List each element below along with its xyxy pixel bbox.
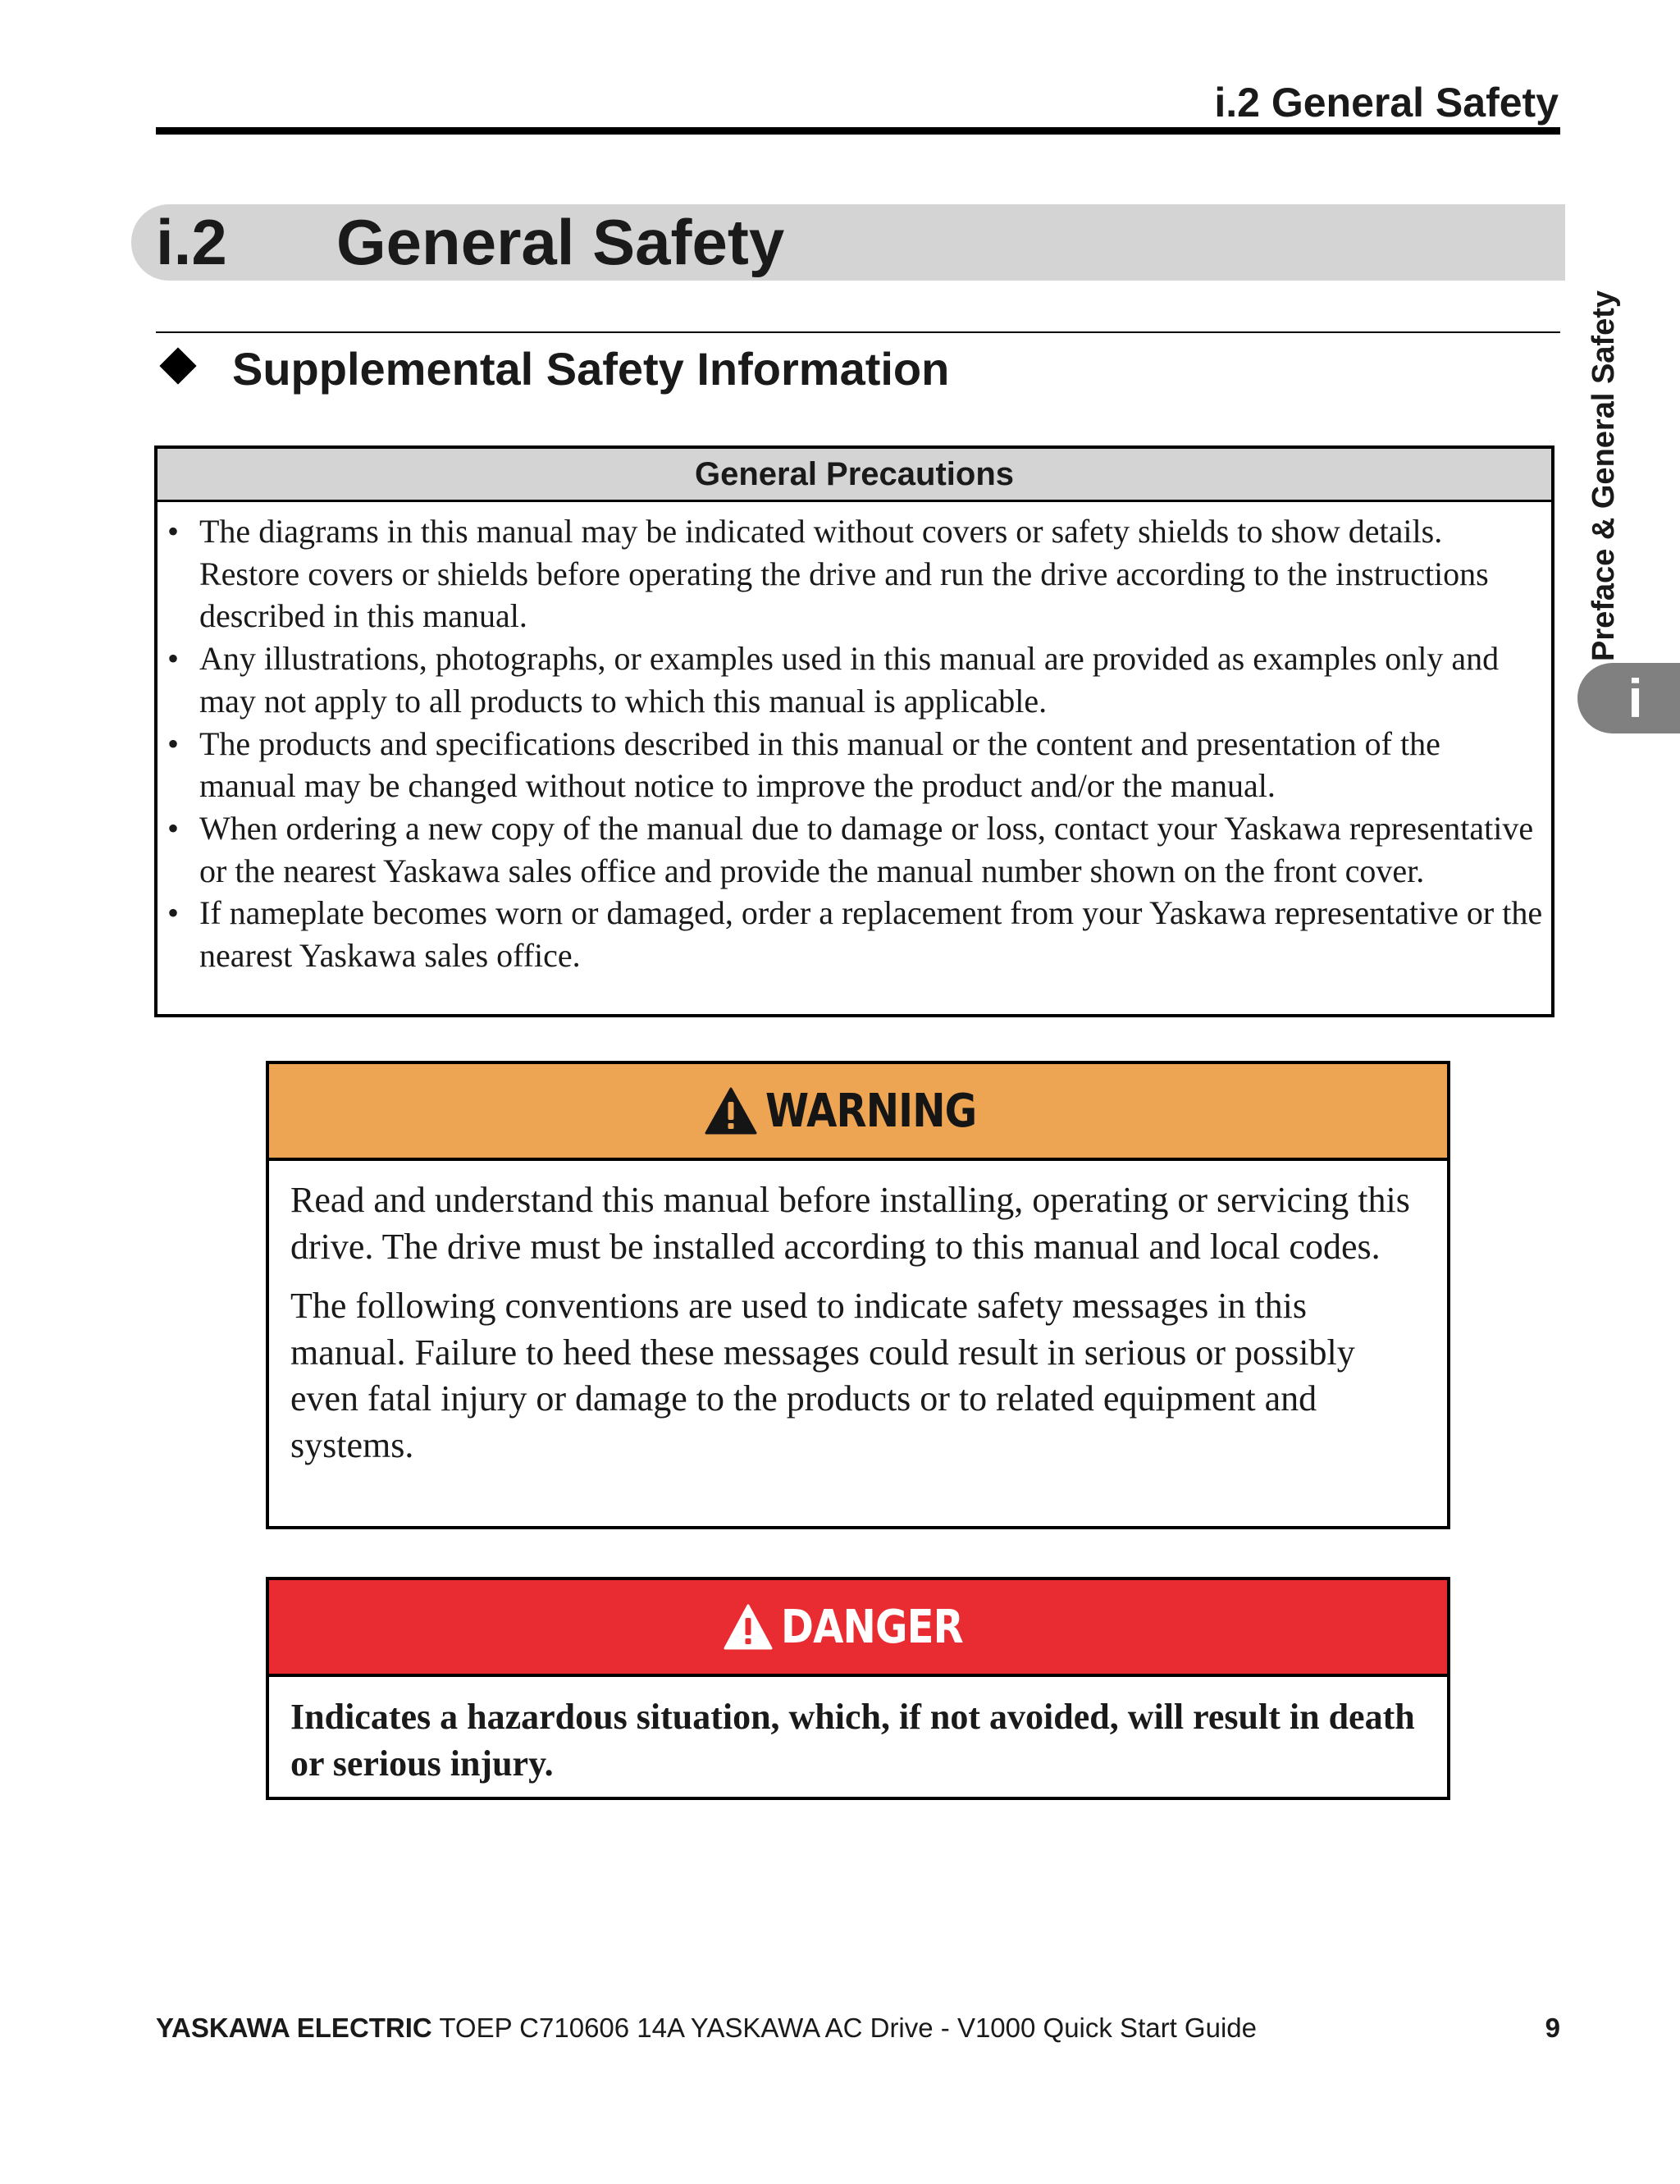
list-item xyxy=(158,807,1551,892)
list-item-text: When ordering a new copy of the manual due to damage or loss, contact your Yaskawa representative or the nearest Yaskawa sales office and provide the manual number shown on the front cover. xyxy=(199,809,1534,889)
subsection-title: Supplemental Safety Information xyxy=(232,343,950,395)
danger-label: DANGER xyxy=(780,1600,963,1654)
general-precautions-box xyxy=(154,445,1554,1017)
list-item xyxy=(158,892,1551,976)
bullet: • xyxy=(167,513,180,550)
danger-header xyxy=(269,1580,1447,1677)
bullet: • xyxy=(167,894,180,932)
general-precautions-title: General Precautions xyxy=(158,449,1551,502)
list-item-text: Any illustrations, photographs, or examples used in this manual are provided as examples only and may not apply to all products to which this manual is applicable. xyxy=(199,640,1500,720)
bullet: • xyxy=(167,809,180,847)
warning-triangle-icon xyxy=(705,1087,757,1135)
side-tab-label-text: Preface & General Safety xyxy=(1586,290,1622,662)
side-tab-marker: i xyxy=(1577,663,1680,733)
warning-header xyxy=(269,1064,1447,1161)
warning-body xyxy=(269,1161,1447,1469)
danger-body: Indicates a hazardous situation, which, if not avoided, will result in death or serious injury. xyxy=(290,1697,1415,1784)
warning-paragraph: Read and understand this manual before installing, operating or servicing this drive. The drive must be installed according to this manual and local codes. xyxy=(290,1180,1410,1267)
danger-triangle-icon xyxy=(724,1604,773,1650)
side-tab-label xyxy=(1567,290,1641,662)
bullet: • xyxy=(167,640,180,678)
footer-brand: YASKAWA ELECTRIC xyxy=(156,2013,432,2043)
page-number: 9 xyxy=(1545,2013,1560,2043)
running-header: i.2 General Safety xyxy=(1214,80,1559,126)
footer-document-info xyxy=(156,2012,1257,2045)
list-item-text: The diagrams in this manual may be indicated without covers or safety shields to show details. Restore covers or shields before operating the drive and run the drive according to the instructions described in this manual. xyxy=(199,513,1489,635)
footer-doc-title: TOEP C710606 14A YASKAWA AC Drive - V1000 Quick Start Guide xyxy=(431,2013,1257,2043)
section-number: i.2 xyxy=(156,206,227,278)
precautions-list xyxy=(158,502,1551,977)
list-item xyxy=(158,637,1551,722)
list-item-text: The products and specifications described in this manual or the content and presentation of the manual may be changed without notice to improve the product and/or the manual. xyxy=(199,724,1440,805)
danger-box xyxy=(266,1577,1450,1800)
bullet: • xyxy=(167,724,180,762)
list-item xyxy=(158,723,1551,807)
diamond-bullet-icon xyxy=(159,347,196,384)
warning-box xyxy=(266,1061,1450,1529)
section-title: General Safety xyxy=(336,206,785,278)
warning-label: WARNING xyxy=(765,1084,977,1138)
list-item xyxy=(158,510,1551,637)
header-rule xyxy=(156,127,1560,135)
subsection-rule xyxy=(156,331,1560,333)
list-item-text: If nameplate becomes worn or damaged, order a replacement from your Yaskawa representative or the nearest Yaskawa sales office. xyxy=(199,894,1543,975)
warning-paragraph: The following conventions are used to indicate safety messages in this manual. Failure to heed these messages could result in serious or possibly even fatal injury or damage to the products or to related equipment and systems. xyxy=(290,1286,1355,1465)
